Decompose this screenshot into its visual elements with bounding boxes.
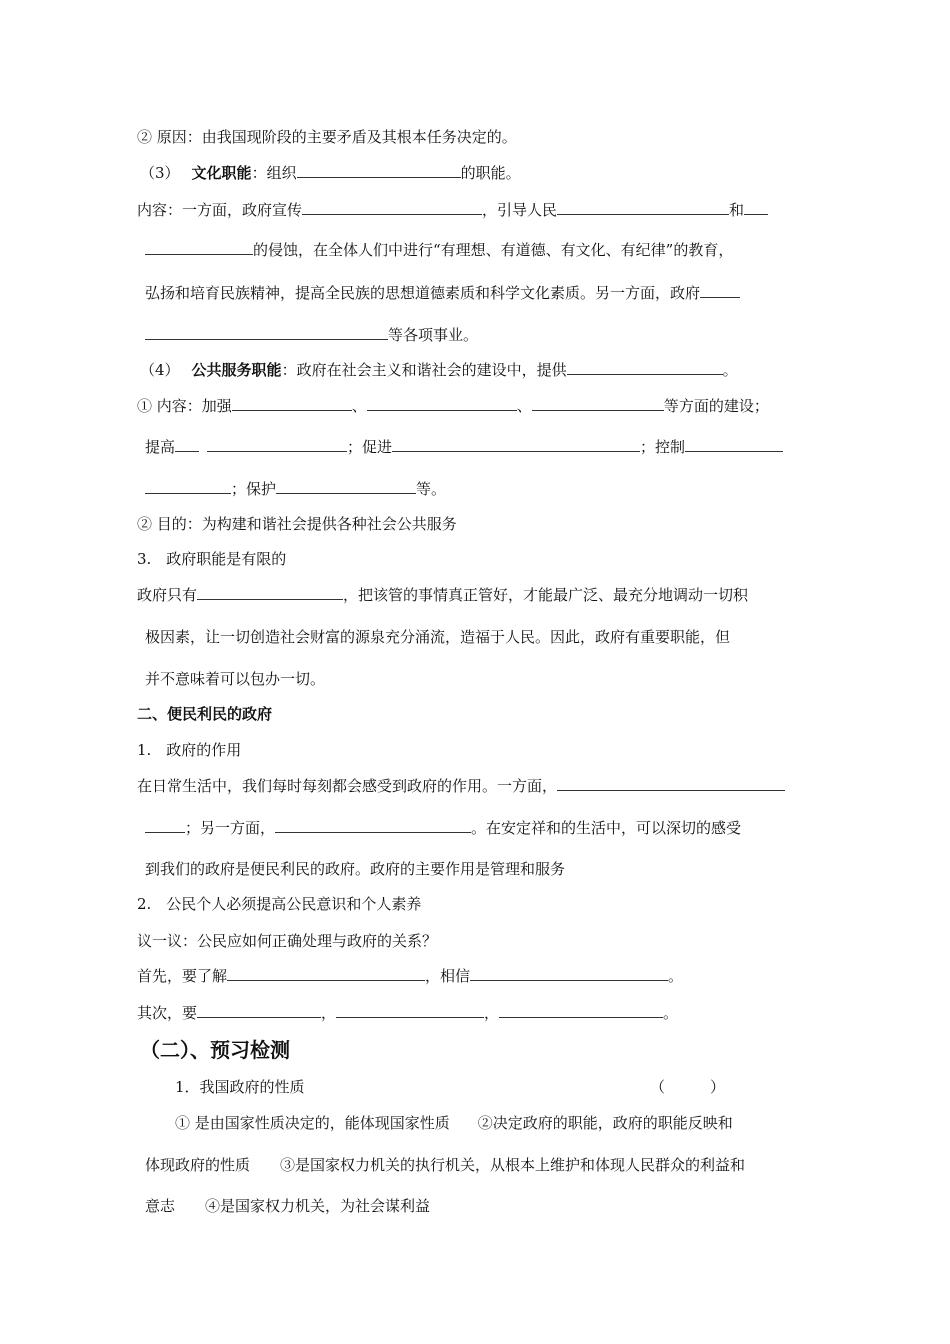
text-line [137, 1003, 678, 1023]
fill-blank[interactable] [197, 1003, 321, 1018]
text-line [137, 966, 683, 986]
fill-blank[interactable] [499, 1003, 663, 1018]
text: 体现政府的性质 ③是国家权力机关的执行机关，从根本上维护和体现人民群众的利益和 [145, 1156, 746, 1174]
fill-blank[interactable] [302, 200, 482, 215]
question-option [145, 1155, 745, 1175]
fill-blank[interactable] [145, 325, 388, 340]
text: ；控制 [640, 438, 686, 456]
text: 其次，要 [137, 1004, 198, 1022]
answer-bracket[interactable] [650, 1077, 725, 1097]
text: ；促进 [347, 438, 393, 456]
text: ②决定政府的职能，政府的职能反映和 [477, 1114, 733, 1132]
text: 极因素，让一切创造社会财富的源泉充分涌流，造福于人民。因此，政府有重要职能，但 [145, 628, 731, 646]
text: 提高 [145, 438, 176, 456]
section-heading: 文化职能 [191, 164, 252, 182]
fill-blank[interactable] [232, 396, 352, 411]
text: 的侵蚀，在全体人们中进行“有理想、有道德、有文化、有纪律”的教育， [253, 241, 734, 259]
fill-blank[interactable] [197, 585, 343, 600]
fill-blank[interactable] [145, 818, 185, 833]
fill-blank[interactable] [145, 479, 231, 494]
text: 3. 政府职能是有限的 [137, 550, 287, 568]
item-number: （4） [140, 361, 180, 379]
fill-blank[interactable] [700, 283, 740, 298]
text: 和 [729, 201, 745, 219]
text: 弘扬和培育民族精神，提高全民族的思想道德素质和科学文化素质。另一方面，政府 [145, 284, 701, 302]
text: 议一议：公民应如何正确处理与政府的关系？ [137, 932, 438, 950]
text-line [140, 360, 738, 380]
text-line [137, 549, 286, 569]
text: 到我们的政府是便民利民的政府。政府的主要作用是管理和服务 [145, 860, 566, 878]
text: 。 [668, 967, 684, 985]
text-line [137, 776, 785, 796]
question-option [145, 1196, 430, 1216]
fill-blank[interactable] [685, 437, 783, 452]
fill-blank[interactable] [276, 479, 416, 494]
text-line [145, 479, 446, 499]
text-line [137, 585, 748, 605]
text-line [145, 325, 478, 345]
text: 。 [663, 1004, 679, 1022]
fill-blank[interactable] [275, 818, 471, 833]
question-title [175, 1077, 305, 1097]
text-line [137, 514, 457, 534]
text-line [137, 931, 437, 951]
text: 1．我国政府的性质 [175, 1078, 305, 1096]
fill-blank[interactable] [207, 437, 347, 452]
text: 1. 政府的作用 [137, 741, 242, 759]
text: 政府只有 [137, 586, 198, 604]
text-line [145, 859, 565, 879]
text: ：政府在社会主义和谐社会的建设中，提供 [281, 361, 567, 379]
text: ，把该管的事情真正管好，才能最广泛、最充分地调动一切积 [343, 586, 749, 604]
text-line [145, 669, 325, 689]
text: 、 [351, 397, 367, 415]
text: ① 内容：加强 [137, 397, 232, 415]
text: ，相信 [425, 967, 471, 985]
text-line [145, 240, 733, 260]
text: 、 [516, 397, 532, 415]
text: 的职能。 [460, 164, 521, 182]
text-line [145, 627, 730, 647]
text: （二）、预习检测 [140, 1038, 290, 1062]
text: ；另一方面， [185, 819, 276, 837]
text: （ ） [650, 1078, 726, 1096]
text: 首先，要了解 [137, 967, 228, 985]
text: 等。 [416, 480, 447, 498]
fill-blank[interactable] [297, 163, 461, 178]
text: ② 目的：为构建和谐社会提供各种社会公共服务 [137, 515, 457, 533]
text: ② 原因：由我国现阶段的主要矛盾及其根本任务决定的。 [137, 128, 517, 146]
text-line [137, 396, 769, 416]
fill-blank[interactable] [532, 396, 664, 411]
text: ，引导人民 [482, 201, 558, 219]
text: 。 [722, 361, 738, 379]
text-line [145, 818, 741, 838]
text: 内容：一方面，政府宣传 [137, 201, 303, 219]
item-number: （3） [140, 164, 180, 182]
fill-blank[interactable] [567, 360, 723, 375]
text: 等各项事业。 [388, 326, 479, 344]
fill-blank[interactable] [557, 776, 785, 791]
text: 。在安定祥和的生活中，可以深切的感受 [471, 819, 742, 837]
text-line [145, 283, 740, 303]
fill-blank[interactable] [175, 437, 199, 452]
text: ；保护 [231, 480, 277, 498]
fill-blank[interactable] [557, 200, 729, 215]
text-line [137, 894, 421, 914]
text-line [137, 127, 517, 147]
text: 在日常生活中，我们每时每刻都会感受到政府的作用。一方面， [137, 777, 558, 795]
fill-blank[interactable] [145, 240, 253, 255]
text-line [145, 437, 783, 457]
fill-blank[interactable] [470, 966, 668, 981]
fill-blank[interactable] [367, 396, 517, 411]
fill-blank[interactable] [744, 200, 768, 215]
question-option [175, 1113, 733, 1133]
fill-blank[interactable] [392, 437, 640, 452]
text: 2. 公民个人必须提高公民意识和个人素养 [137, 895, 422, 913]
text: 并不意味着可以包办一切。 [145, 670, 326, 688]
text-line [140, 163, 521, 183]
text: 二、便民利民的政府 [137, 705, 273, 723]
text: ， [321, 1004, 337, 1022]
text: ， [484, 1004, 500, 1022]
fill-blank[interactable] [336, 1003, 484, 1018]
text: ：组织 [251, 164, 297, 182]
text-line [137, 200, 768, 220]
text: 等方面的建设； [663, 397, 769, 415]
text-line [137, 740, 241, 760]
section-title [140, 1037, 290, 1063]
text: 意志 ④是国家权力机关，为社会谋利益 [145, 1197, 431, 1215]
section-heading [137, 704, 272, 724]
fill-blank[interactable] [227, 966, 425, 981]
section-heading: 公共服务职能 [191, 361, 282, 379]
text: ① 是由国家性质决定的，能体现国家性质 [175, 1114, 450, 1132]
